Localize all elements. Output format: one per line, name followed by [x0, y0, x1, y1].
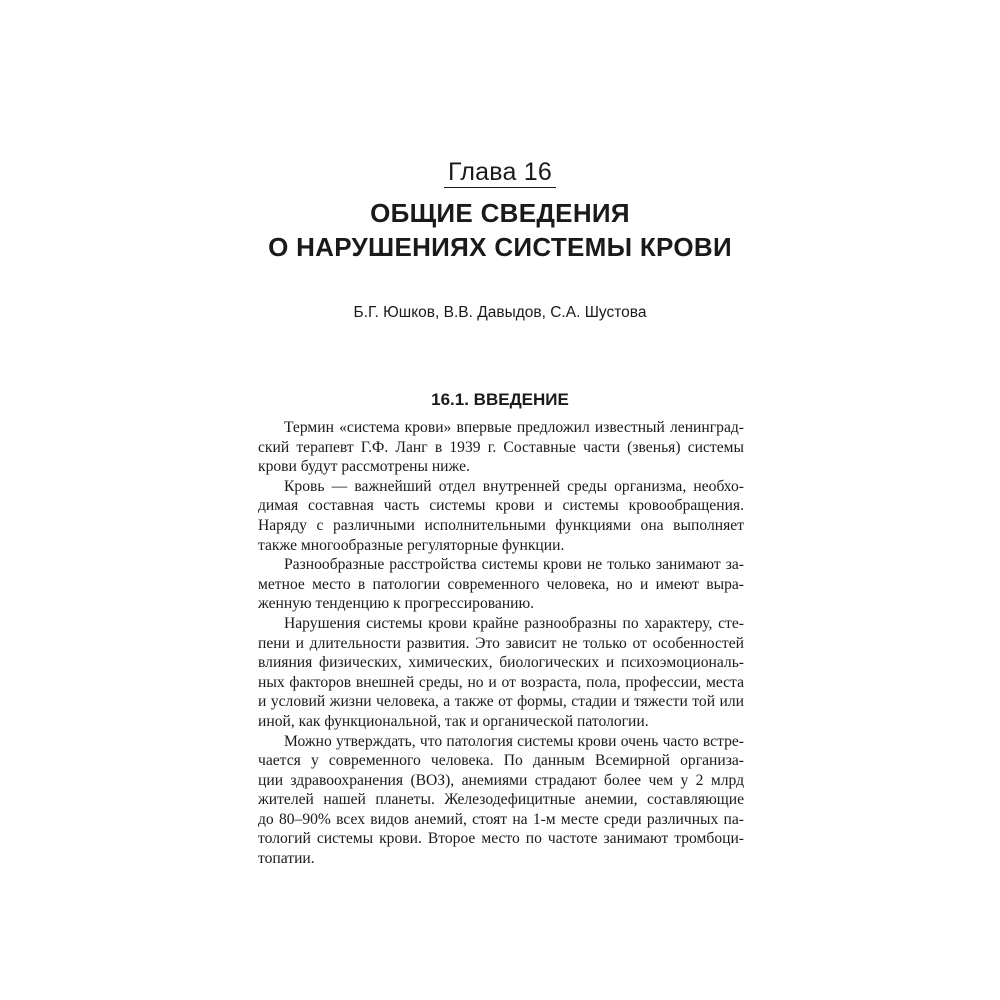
chapter-title-line: ОБЩИЕ СВЕДЕНИЯ [370, 198, 630, 228]
body-text [258, 418, 744, 869]
text-line: Кровь — важнейший отдел внутренней среды организма, необхо- [284, 477, 744, 495]
text-line: Можно утверждать, что патология системы крови очень часто встре- [284, 732, 744, 750]
text-line: ский терапевт Г.Ф. Ланг в 1939 г. Составные части (звенья) системы [258, 438, 744, 456]
text-line: женную тенденцию к прогрессированию. [258, 595, 535, 613]
text-line: до 80–90% всех видов анемий, стоят на 1-м месте среди различных па- [258, 810, 744, 828]
text-line: также многообразные регуляторные функции. [258, 536, 565, 554]
text-line: пени и длительности развития. Это зависит не только от особенностей [258, 634, 744, 652]
text-line: иной, как функциональной, так и органической патологии. [258, 712, 649, 730]
chapter-label [0, 156, 1000, 188]
text-line: метное место в патологии современного человека, но и имеют выра- [258, 575, 744, 593]
text-line: топатии. [258, 850, 315, 868]
text-line: ных факторов внешней среды, но и от возраста, пола, профессии, места [258, 673, 744, 691]
chapter-title-line: О НАРУШЕНИЯХ СИСТЕМЫ КРОВИ [268, 232, 732, 262]
text-line: Термин «система крови» впервые предложил известный ленинград- [284, 419, 744, 436]
text-line: Нарушения системы крови крайне разнообразны по характеру, сте- [284, 614, 744, 632]
text-line: Наряду с различными исполнительными функциями она выполняет [258, 516, 744, 534]
text-line: ции здравоохранения (ВОЗ), анемиями страдают более чем у 2 млрд [258, 771, 744, 789]
section-heading: 16.1. ВВЕДЕНИЕ [431, 390, 569, 409]
text-line: тологий системы крови. Второе место по частоте занимают тромбоци- [258, 830, 744, 848]
text-line: Разнообразные расстройства системы крови не только занимают за- [284, 556, 744, 574]
text-line: крови будут рассмотрены ниже. [258, 458, 470, 476]
text-line: димая составная часть системы крови и системы кровообращения. [258, 497, 744, 515]
text-line: жителей нашей планеты. Железодефицитные анемии, составляющие [258, 791, 744, 809]
text-line: чается у современного человека. По данным Всемирной организа- [258, 752, 744, 770]
chapter-title [0, 196, 1000, 264]
text-line: и условий жизни человека, а также от формы, стадии и тяжести той или [258, 693, 744, 711]
chapter-number: Глава 16 [444, 157, 556, 188]
authors: Б.Г. Юшков, В.В. Давыдов, С.А. Шустова [353, 304, 647, 321]
text-line: влияния физических, химических, биологических и психоэмоциональ- [258, 654, 744, 672]
